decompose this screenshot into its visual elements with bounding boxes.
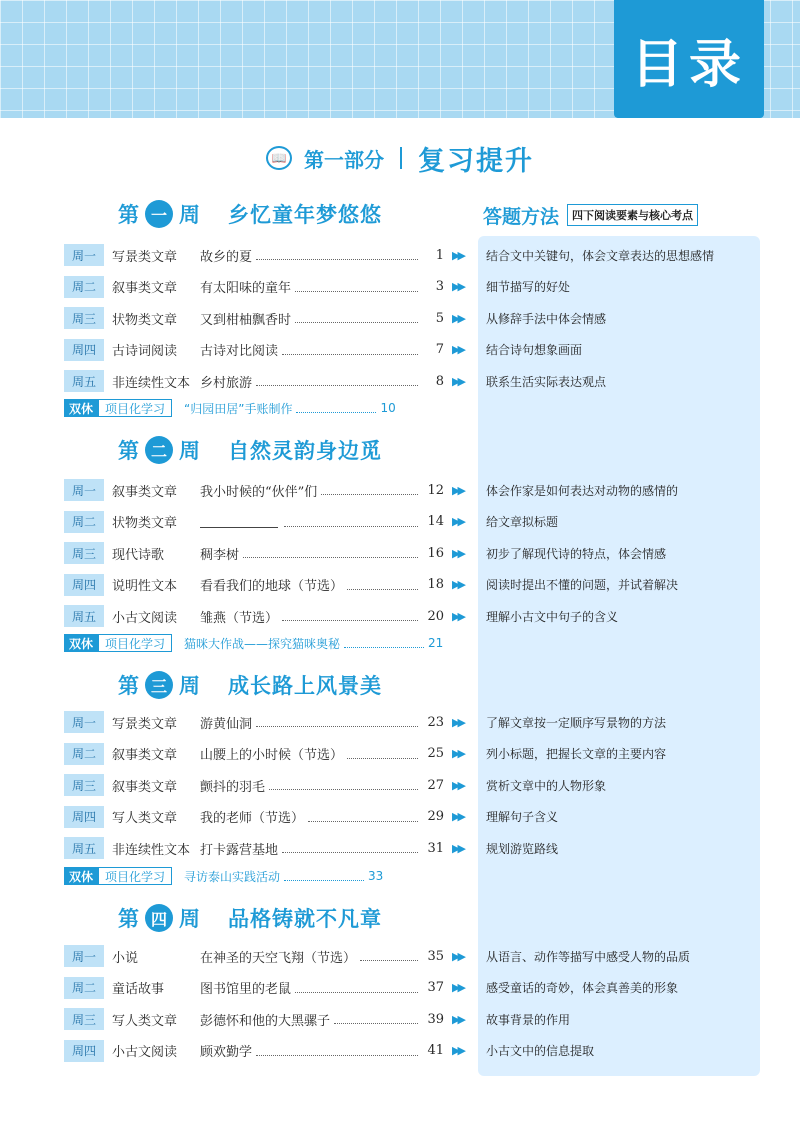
entry-title: 彭德怀和他的大黑骡子	[200, 1013, 331, 1029]
day-tag: 周四	[64, 1040, 104, 1062]
part-title	[0, 138, 800, 178]
entry-title: 雏燕（节选）	[200, 610, 279, 626]
answer-tip: 体会作家是如何表达对动物的感情的	[486, 483, 679, 498]
genre-label: 写人类文章	[112, 1013, 178, 1029]
page-number: 41	[427, 1043, 444, 1058]
leader-dots	[284, 517, 418, 527]
page-number: 23	[427, 714, 444, 730]
page-title: 目录	[614, 0, 764, 118]
project-label: 项目化学习	[98, 399, 172, 417]
genre-label: 状物类文章	[112, 312, 178, 328]
double-arrow-icon: ▶▶	[452, 578, 463, 591]
page-number: 18	[427, 577, 444, 592]
weekend-project-row[interactable]	[64, 866, 484, 886]
entry-title: 又到柑柚飘香时	[200, 312, 292, 328]
project-title: “归园田居”手账制作	[184, 401, 293, 416]
project-label: 项目化学习	[98, 867, 172, 885]
page-number: 33	[368, 869, 384, 883]
page-number: 25	[427, 746, 444, 761]
page-number: 12	[427, 482, 444, 498]
answer-title: 答题方法	[483, 205, 560, 228]
page-number: 21	[428, 636, 444, 650]
day-tag: 周四	[64, 806, 104, 828]
leader-dots	[334, 1014, 418, 1024]
day-tag: 周五	[64, 370, 104, 392]
answer-tip: 从修辞手法中体会情感	[486, 311, 607, 326]
week-heading	[118, 902, 382, 934]
week-title: 成长路上风景美	[228, 674, 382, 698]
weekend-badge: 双休	[64, 634, 98, 652]
week-prefix: 第	[118, 907, 139, 931]
answer-subtitle: 四下阅读要素与核心考点	[567, 204, 698, 226]
answer-tip: 从语言、动作等描写中感受人物的品质	[486, 949, 691, 964]
day-tag: 周二	[64, 743, 104, 765]
week-suffix: 周	[179, 907, 200, 931]
page-number: 35	[427, 948, 444, 964]
entry	[200, 839, 444, 858]
leader-dots	[347, 580, 418, 590]
answer-tip: 联系生活实际表达观点	[486, 374, 607, 389]
toc-row[interactable]	[64, 305, 760, 331]
page-number: 1	[435, 247, 444, 263]
day-tag: 周三	[64, 774, 104, 796]
day-tag: 周四	[64, 339, 104, 361]
toc-row[interactable]	[64, 804, 760, 830]
entry-title: 在神圣的天空飞翔（节选）	[200, 950, 357, 966]
leader-dots	[295, 282, 418, 292]
day-tag: 周一	[64, 945, 104, 967]
leader-dots	[282, 843, 418, 853]
genre-label: 小说	[112, 950, 139, 966]
double-arrow-icon: ▶▶	[452, 546, 463, 560]
double-arrow-icon: ▶▶	[452, 810, 463, 823]
entry	[200, 340, 444, 359]
answer-tip: 了解文章按一定顺序写景物的方法	[486, 715, 667, 730]
week-suffix: 周	[179, 439, 200, 463]
week-prefix: 第	[118, 203, 139, 227]
double-arrow-icon: ▶▶	[452, 778, 463, 792]
entry-title: 看看我们的地球（节选）	[200, 579, 344, 594]
entry-title: 打卡露营基地	[200, 842, 279, 858]
entry-title: 图书馆里的老鼠	[200, 982, 292, 997]
week-prefix: 第	[118, 439, 139, 463]
page-number: 3	[435, 279, 444, 294]
genre-label: 叙事类文章	[112, 748, 178, 763]
answer-tip: 阅读时提出不懂的问题，并试着解决	[486, 578, 679, 592]
double-arrow-icon: ▶▶	[452, 981, 463, 994]
project-label: 项目化学习	[98, 634, 172, 652]
entry-title: 稠李树	[200, 547, 240, 563]
leader-dots	[256, 1046, 418, 1056]
page-number: 27	[427, 777, 444, 793]
page-number: 10	[380, 401, 396, 415]
genre-label: 状物类文章	[112, 516, 178, 531]
weekend-badge: 双休	[64, 867, 98, 885]
double-arrow-icon: ▶▶	[452, 609, 463, 623]
entry	[200, 277, 444, 296]
day-tag: 周三	[64, 307, 104, 329]
day-tag: 周四	[64, 574, 104, 596]
week-heading	[118, 669, 382, 701]
double-arrow-icon: ▶▶	[452, 515, 463, 528]
page-number: 29	[427, 809, 444, 824]
weekend-badge: 双休	[64, 399, 98, 417]
page-number: 14	[427, 514, 444, 529]
double-arrow-icon: ▶▶	[452, 374, 463, 388]
day-tag: 周三	[64, 542, 104, 564]
week-number-badge: 二	[145, 436, 173, 464]
answer-tip: 初步了解现代诗的特点，体会情感	[486, 546, 667, 561]
entry	[200, 481, 444, 500]
entry-title: 颤抖的羽毛	[200, 779, 266, 795]
double-arrow-icon: ▶▶	[452, 1044, 463, 1057]
entry	[200, 1010, 444, 1029]
toc-row[interactable]	[64, 975, 760, 1001]
answer-tip: 赏析文章中的人物形象	[486, 778, 607, 793]
toc-row[interactable]	[64, 540, 760, 566]
entry	[200, 372, 444, 391]
genre-label: 写人类文章	[112, 811, 178, 826]
entry	[200, 744, 444, 763]
genre-label: 写景类文章	[112, 716, 178, 732]
toc-row[interactable]	[64, 1006, 760, 1032]
entry-title: 游黄仙洞	[200, 716, 253, 732]
entry	[200, 514, 444, 529]
weekend-project-row[interactable]	[64, 398, 484, 418]
double-arrow-icon: ▶▶	[452, 311, 463, 325]
entry	[200, 607, 444, 626]
answer-header	[483, 200, 698, 230]
leader-dots	[256, 717, 418, 727]
week-heading	[118, 198, 382, 230]
answer-tip: 小古文中的信息提取	[486, 1044, 595, 1058]
genre-label: 叙事类文章	[112, 281, 178, 296]
day-tag: 周二	[64, 977, 104, 999]
page-number: 16	[427, 545, 444, 561]
day-tag: 周二	[64, 511, 104, 533]
answer-tip: 结合诗句想象画面	[486, 343, 583, 357]
entry	[200, 1041, 444, 1060]
entry	[200, 713, 444, 732]
genre-label: 古诗词阅读	[112, 344, 178, 359]
week-suffix: 周	[179, 203, 200, 227]
answer-tip: 规划游览路线	[486, 841, 559, 856]
page-number: 7	[435, 342, 444, 357]
entry-title: 我的老师（节选）	[200, 811, 305, 826]
entry-title: 乡村旅游	[200, 375, 253, 391]
leader-dots	[243, 548, 418, 558]
double-arrow-icon: ▶▶	[452, 715, 463, 729]
genre-label: 叙事类文章	[112, 484, 178, 500]
answer-tip: 感受童话的奇妙，体会真善美的形象	[486, 981, 679, 995]
entry-title: 顾欢勤学	[200, 1045, 253, 1060]
double-arrow-icon: ▶▶	[452, 248, 463, 262]
leader-dots	[256, 250, 418, 260]
day-tag: 周一	[64, 479, 104, 501]
entry-title: 有太阳味的童年	[200, 281, 292, 296]
double-arrow-icon: ▶▶	[452, 841, 463, 855]
entry	[200, 544, 444, 563]
double-arrow-icon: ▶▶	[452, 483, 463, 497]
week-title: 乡忆童年梦悠悠	[228, 203, 382, 227]
toc-row[interactable]	[64, 709, 760, 735]
toc-row[interactable]	[64, 1038, 760, 1064]
page-number: 5	[435, 310, 444, 326]
leader-dots	[256, 376, 418, 386]
weekend-project-row[interactable]	[64, 633, 484, 653]
entry	[200, 776, 444, 795]
day-tag: 周三	[64, 1008, 104, 1030]
toc-row[interactable]	[64, 274, 760, 300]
title-blank	[200, 516, 278, 528]
leader-dots	[296, 403, 376, 413]
week-title: 自然灵韵身边觅	[228, 439, 382, 463]
genre-label: 写景类文章	[112, 249, 178, 265]
toc-row[interactable]	[64, 943, 760, 969]
day-tag: 周一	[64, 244, 104, 266]
page-number: 39	[427, 1011, 444, 1027]
genre-label: 说明性文本	[112, 579, 178, 594]
entry	[200, 575, 444, 594]
leader-dots	[282, 611, 418, 621]
entry-title: 故乡的夏	[200, 249, 253, 265]
leader-dots	[344, 638, 424, 648]
toc-row[interactable]	[64, 337, 760, 363]
toc-row[interactable]	[64, 835, 760, 861]
week-number-badge: 三	[145, 671, 173, 699]
week-number-badge: 四	[145, 904, 173, 932]
entry-title: 我小时候的“伙伴”们	[200, 484, 318, 500]
entry	[200, 807, 444, 826]
answer-tip: 故事背景的作用	[486, 1012, 571, 1027]
entry	[200, 947, 444, 966]
day-tag: 周一	[64, 711, 104, 733]
page-number: 20	[427, 608, 444, 624]
answer-tip: 理解句子含义	[486, 810, 559, 824]
project-title: 猫咪大作战——探究猫咪奥秘	[184, 636, 341, 651]
double-arrow-icon: ▶▶	[452, 280, 463, 293]
entry	[200, 309, 444, 328]
entry	[200, 978, 444, 997]
toc-row[interactable]	[64, 741, 760, 767]
book-icon: 📖	[266, 146, 292, 170]
leader-dots	[347, 749, 418, 759]
leader-dots	[360, 951, 418, 961]
answer-tip: 列小标题，把握长文章的主要内容	[486, 747, 667, 761]
day-tag: 周五	[64, 837, 104, 859]
toc-row[interactable]	[64, 603, 760, 629]
answer-tip: 结合文中关键句，体会文章表达的思想感情	[486, 248, 715, 263]
entry	[200, 246, 444, 265]
genre-label: 非连续性文本	[112, 375, 191, 391]
part-divider	[400, 147, 402, 169]
answer-tip: 理解小古文中句子的含义	[486, 609, 619, 624]
week-suffix: 周	[179, 674, 200, 698]
leader-dots	[269, 780, 418, 790]
genre-label: 小古文阅读	[112, 610, 178, 626]
leader-dots	[284, 871, 364, 881]
toc-row[interactable]	[64, 572, 760, 598]
page-number: 37	[427, 980, 444, 995]
leader-dots	[308, 812, 418, 822]
leader-dots	[295, 313, 418, 323]
entry-title: 古诗对比阅读	[200, 344, 279, 359]
toc-row[interactable]	[64, 772, 760, 798]
project-title: 寻访泰山实践活动	[184, 869, 281, 884]
leader-dots	[295, 983, 418, 993]
entry-title: 山腰上的小时候（节选）	[200, 748, 344, 763]
genre-label: 小古文阅读	[112, 1045, 178, 1060]
genre-label: 现代诗歌	[112, 547, 165, 563]
toc-row[interactable]	[64, 242, 760, 268]
day-tag: 周五	[64, 605, 104, 627]
double-arrow-icon: ▶▶	[452, 949, 463, 963]
genre-label: 叙事类文章	[112, 779, 178, 795]
double-arrow-icon: ▶▶	[452, 747, 463, 760]
double-arrow-icon: ▶▶	[452, 343, 463, 356]
answer-tip: 细节描写的好处	[486, 280, 571, 294]
part-name: 复习提升	[418, 145, 534, 177]
day-tag: 周二	[64, 276, 104, 298]
week-prefix: 第	[118, 674, 139, 698]
leader-dots	[321, 485, 418, 495]
toc-row[interactable]	[64, 509, 760, 535]
toc-row[interactable]	[64, 368, 760, 394]
genre-label: 童话故事	[112, 982, 165, 997]
leader-dots	[282, 345, 418, 355]
answer-tip: 给文章拟标题	[486, 515, 559, 529]
page-number: 31	[427, 840, 444, 856]
genre-label: 非连续性文本	[112, 842, 191, 858]
week-number-badge: 一	[145, 200, 173, 228]
page-number: 8	[435, 373, 444, 389]
week-title: 品格铸就不凡章	[228, 907, 382, 931]
part-label: 第一部分	[304, 147, 384, 172]
toc-row[interactable]	[64, 477, 760, 503]
double-arrow-icon: ▶▶	[452, 1012, 463, 1026]
week-heading	[118, 434, 382, 466]
